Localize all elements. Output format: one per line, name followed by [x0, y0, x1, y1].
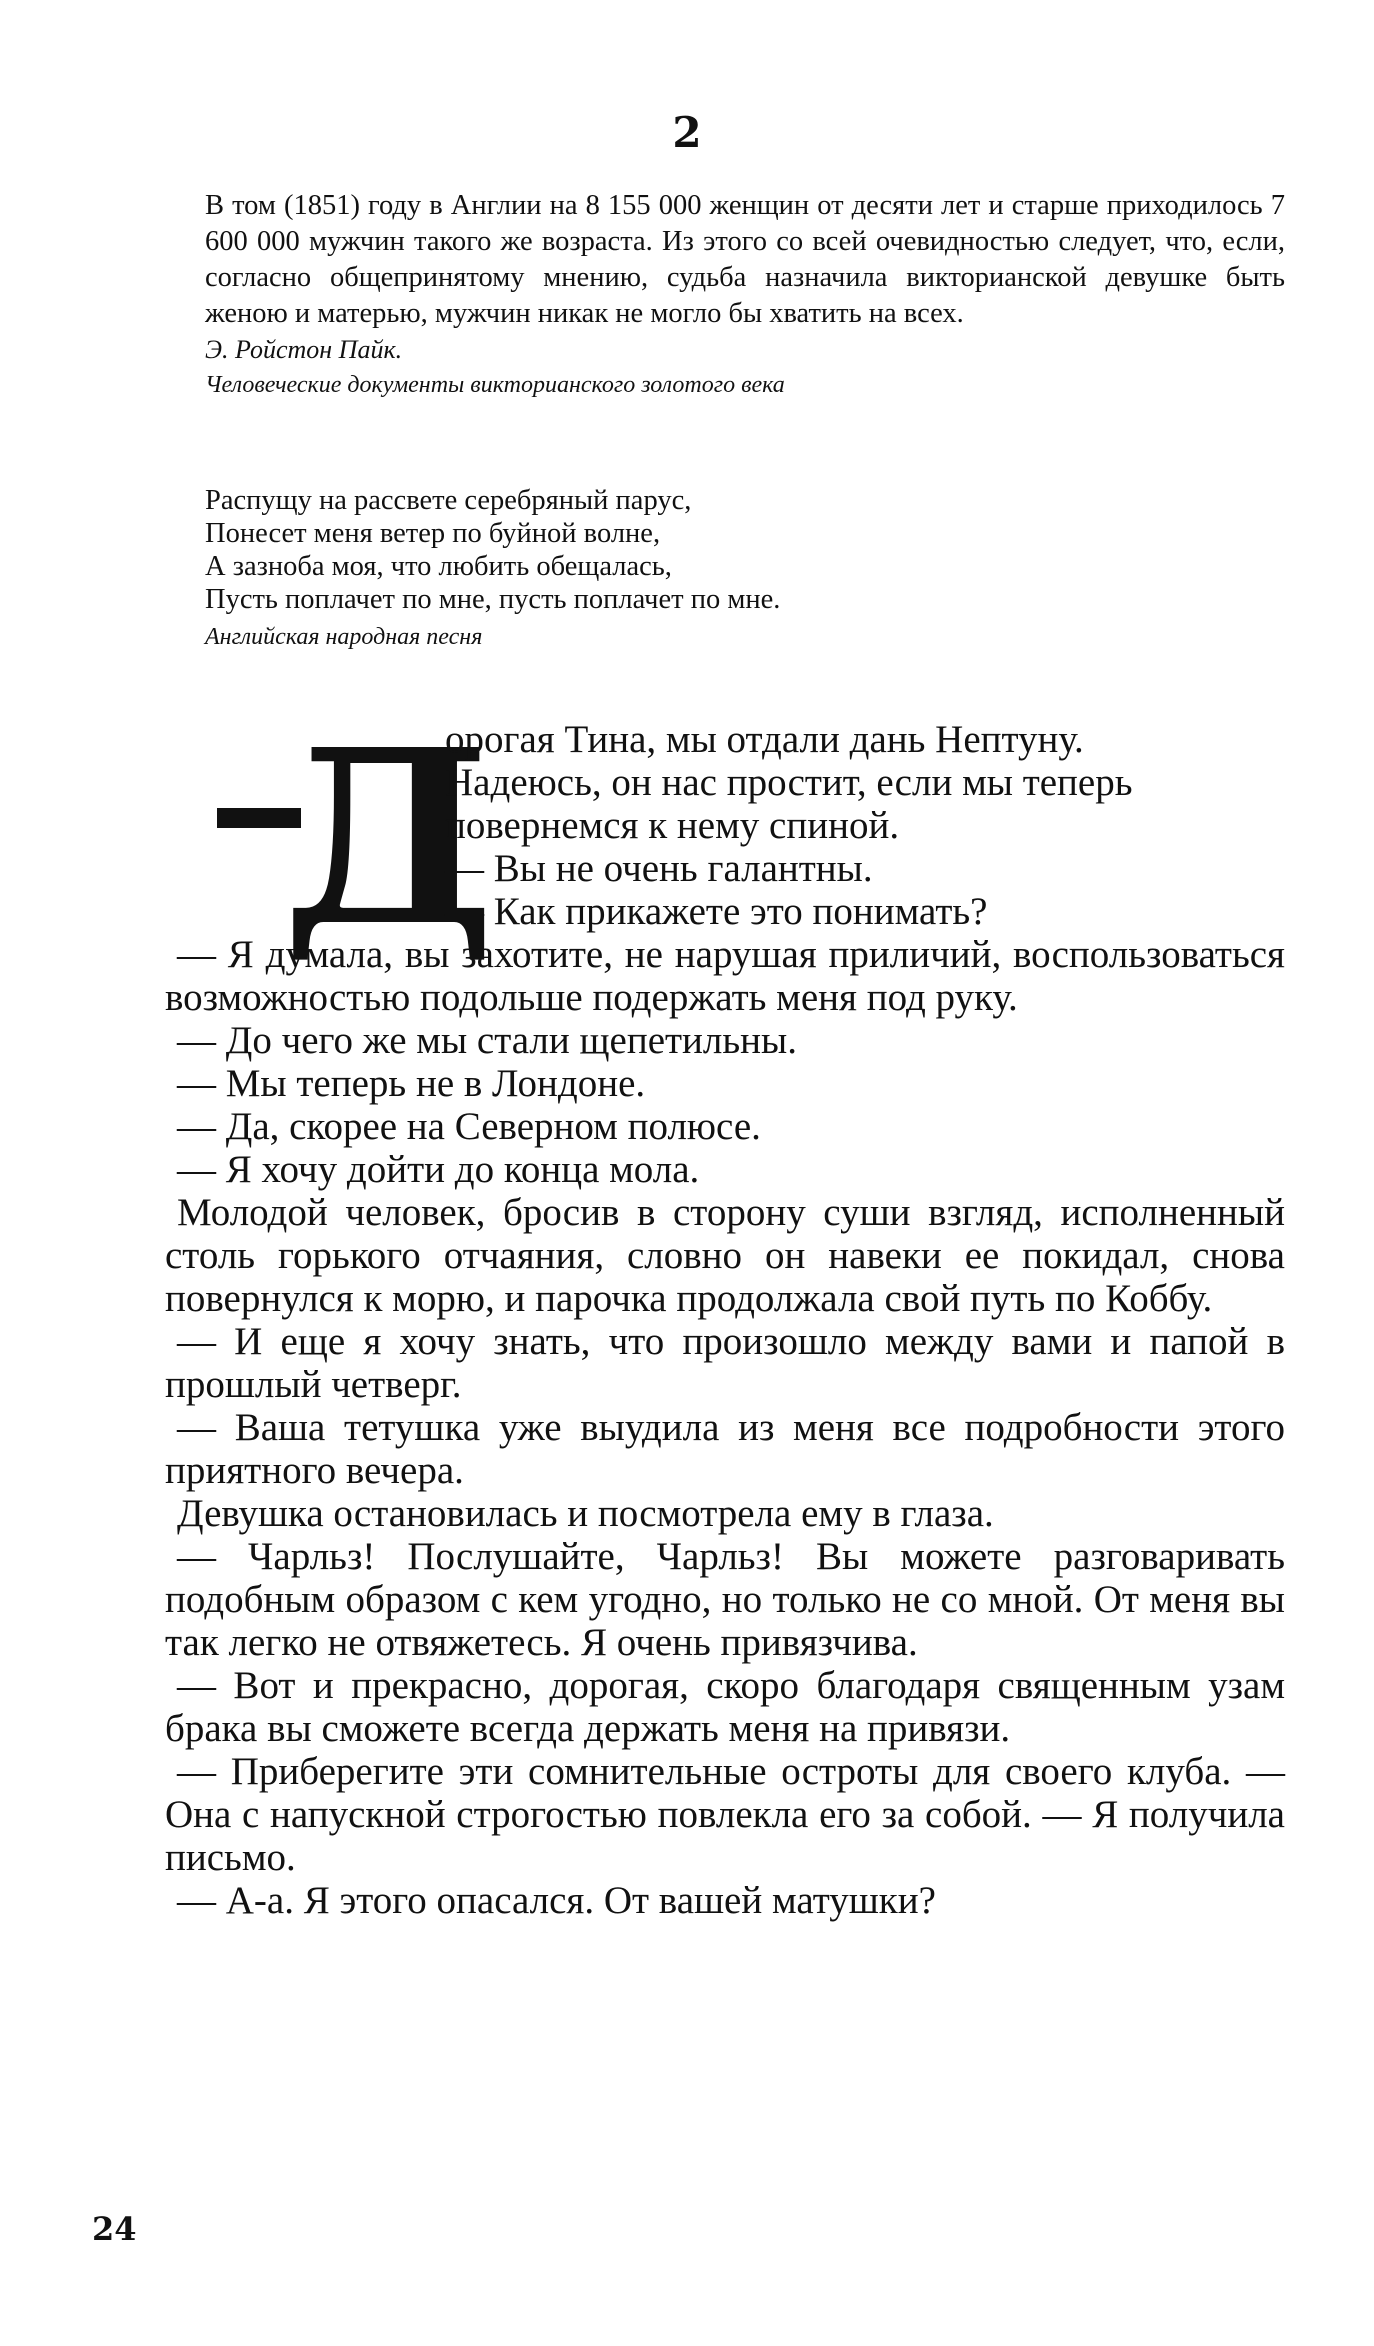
verse-line: А зазноба моя, что любить обещалась,: [205, 551, 672, 582]
text-line: орогая Тина, мы отдали дань Нептуну.: [445, 718, 1084, 761]
text-line: — Как прикажете это понимать?: [445, 890, 988, 933]
drop-cap-letter: Д: [282, 697, 496, 979]
paragraph: — Вот и прекрасно, дорогая, скоро благодаря священным узам брака вы сможете всегда держать меня на привязи.: [165, 1664, 1285, 1750]
paragraph: — Да, скорее на Северном полюсе.: [177, 1105, 761, 1148]
epigraph-statistics: [205, 188, 1285, 402]
chapter-number: 2: [672, 108, 702, 157]
epigraph-author: Э. Ройстон Пайк.: [205, 335, 403, 364]
page-number: 24: [92, 2210, 137, 2248]
paragraph: — И еще я хочу знать, что произошло между вами и папой в прошлый четверг.: [165, 1320, 1285, 1406]
verse-line: Понесет меня ветер по буйной волне,: [205, 518, 661, 549]
drop-cap-text: [445, 718, 1285, 933]
paragraph: — Ваша тетушка уже выудила из меня все подробности этого приятного вечера.: [165, 1406, 1285, 1492]
verse-line: Пусть поплачет по мне, пусть поплачет по мне.: [205, 584, 781, 615]
text-line: повернемся к нему спиной.: [445, 804, 900, 847]
paragraph: — Мы теперь не в Лондоне.: [177, 1062, 646, 1105]
epigraph-text: В том (1851) году в Англии на 8 155 000 женщин от десяти лет и старше приходилось 7 600 000 мужчин такого же возраста. Из этого со всей очевидностью следует, что, если, согласно общепринятому мнению, судьба назначила викторианской девушке быть женою и матерью, мужчин никак не могло бы хватить на всех.: [205, 190, 1285, 329]
epigraph-source: Человеческие документы викторианского золотого века: [205, 372, 785, 398]
epigraph-verse: [205, 484, 1285, 654]
verse-line: Распущу на рассвете серебряный парус,: [205, 485, 692, 516]
paragraph: — Я хочу дойти до конца мола.: [177, 1148, 700, 1191]
paragraph: — Я думала, вы захотите, не нарушая приличий, воспользоваться возможностью подольше подержать меня под руку.: [165, 933, 1285, 1019]
chapter-body: [165, 697, 1285, 1922]
paragraph: Молодой человек, бросив в сторону суши взгляд, исполненный столь горького отчаяния, словно он навеки ее покидал, снова повернулся к морю, и парочка продолжала свой путь по Коббу.: [165, 1191, 1285, 1320]
verse-source: Английская народная песня: [205, 624, 483, 650]
paragraph: Девушка остановилась и посмотрела ему в глаза.: [177, 1492, 994, 1535]
text-line: Надеюсь, он нас простит, если мы теперь: [445, 761, 1133, 804]
paragraph: — Приберегите эти сомнительные остроты для своего клуба. — Она с напускной строгостью повлекла его за собой. — Я получила письмо.: [165, 1750, 1285, 1879]
paragraph: — До чего же мы стали щепетильны.: [177, 1019, 798, 1062]
paragraph: — Чарльз! Послушайте, Чарльз! Вы можете разговаривать подобным образом с кем угодно, но только не со мной. От меня вы так легко не отвяжетесь. Я очень привязчива.: [165, 1535, 1285, 1664]
drop-cap: [187, 697, 496, 979]
paragraph: — А-а. Я этого опасался. От вашей матушки?: [177, 1879, 936, 1922]
text-line: — Вы не очень галантны.: [445, 847, 873, 890]
